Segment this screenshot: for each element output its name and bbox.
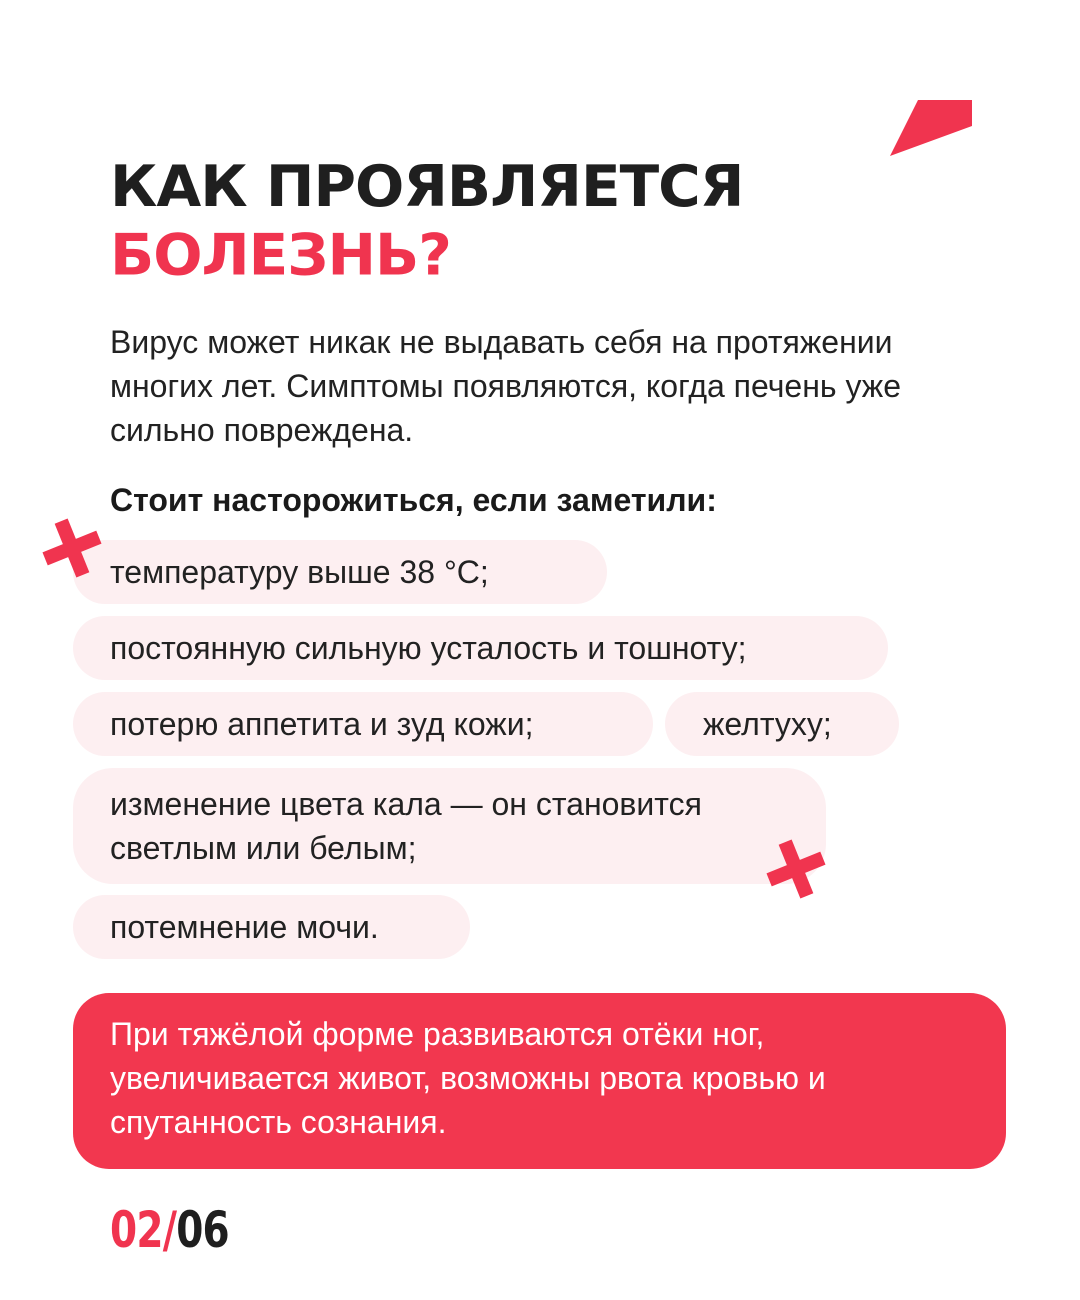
title-line-1: КАК ПРОЯВЛЯЕТСЯ (110, 152, 744, 220)
plus-cross-icon (765, 838, 827, 900)
page-title (110, 152, 743, 289)
symptom-item-jaundice: желтуху; (665, 692, 899, 756)
symptom-item-fever: температуру выше 38 °C; (73, 540, 607, 604)
page-counter (110, 1200, 229, 1260)
symptom-item-appetite: потерю аппетита и зуд кожи; (73, 692, 653, 756)
symptom-item-fatigue: постоянную сильную усталость и тошноту; (73, 616, 888, 680)
symptom-item-dark-urine: потемнение мочи. (73, 895, 470, 959)
intro-text: Вирус может никак не выдавать себя на протяжении многих лет. Симптомы появляются, когда печень уже сильно повреждена. (110, 324, 901, 448)
severe-form-callout: При тяжёлой форме развиваются отёки ног, увеличивается живот, возможны рвота кровью и спутанность сознания. (73, 993, 1006, 1169)
page-current: 02 (110, 1201, 163, 1259)
page-total: 06 (176, 1201, 229, 1259)
plus-cross-icon (41, 517, 103, 579)
page-separator: / (162, 1201, 177, 1259)
corner-shape-decoration (888, 100, 972, 158)
warning-label: Стоит насторожиться, если заметили: (110, 482, 717, 518)
title-line-2: БОЛЕЗНЬ? (110, 221, 451, 289)
symptom-item-stool-color: изменение цвета кала — он становится светлым или белым; (73, 768, 826, 884)
